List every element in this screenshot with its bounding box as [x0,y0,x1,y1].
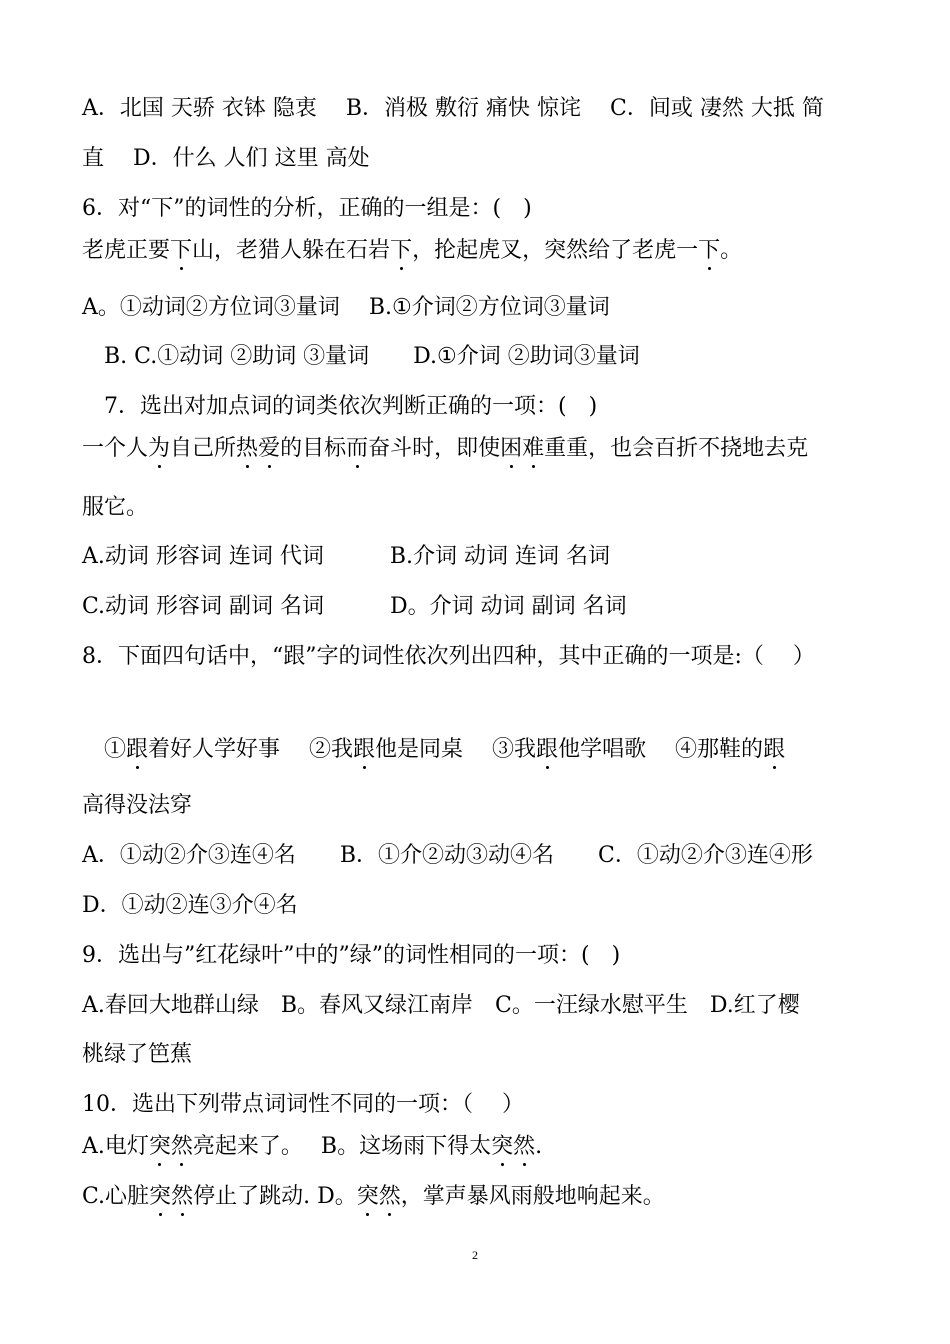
dotted-char: 困 [500,436,523,461]
dotted-char: 突 [149,1184,172,1209]
dotted-char: 突 [356,1184,379,1209]
dotted-char: 突 [491,1134,514,1159]
dotted-char: 跟 [353,737,376,762]
question-7-title: 7．选出对加点词的词类依次判断正确的一项：( ) [82,394,598,419]
q5-options-line2: 直 D．什么 人们 这里 高处 [82,146,370,171]
dotted-char: 然 [513,1134,536,1159]
question-10-options-line2: C.心脏突然停止了跳动. D。突然，掌声暴风雨般地响起来。 [82,1184,665,1209]
question-8-options-line1: A．①动②介③连④名 B．①介②动③动④名 C．①动②介③连④形 [82,843,813,868]
q5-options-line1: A．北国 天骄 衣钵 隐衷 B．消极 敷衍 痛快 惊诧 C．间或 凄然 大抵 简 [82,96,824,121]
question-6-sentence: 老虎正要下山，老猎人躲在石岩下，抡起虎叉，突然给了老虎一下。 [82,238,743,263]
dotted-char: 下 [390,238,413,263]
dotted-char: 难 [522,436,545,461]
dotted-char: 然 [171,1184,194,1209]
question-7-options-line2: C.动词 形容词 副词 名词 D。介词 动词 副词 名词 [82,594,627,619]
dotted-char: 而 [346,436,369,461]
question-10-options-line1: A.电灯突然亮起来了。 B。这场雨下得太突然. [82,1134,543,1159]
dotted-char: 然 [170,1134,193,1159]
dotted-char: 跟 [536,737,559,762]
dotted-char: 下 [170,238,193,263]
question-9-title: 9．选出与”红花绿叶”中的”绿”的词性相同的一项：( ) [82,943,621,968]
question-10-title: 10．选出下列带点词词性不同的一项：（ ） [82,1092,524,1117]
question-8-options-line2: D．①动②连③介④名 [82,893,298,918]
dotted-char: 下 [698,238,721,263]
dotted-char: 跟 [126,737,149,762]
question-9-options-line1: A.春回大地群山绿 B。春风又绿江南岸 C。一汪绿水慰平生 D.红了樱 [82,993,800,1018]
question-7-options-line1: A.动词 形容词 连词 代词 B.介词 动词 连词 名词 [82,544,611,569]
question-6-title: 6．对“下”的词性的分析，正确的一组是：( ) [82,196,532,221]
dotted-char: 然 [378,1184,401,1209]
question-6-options-line1: A。①动词②方位词③量词 B.①介词②方位词③量词 [82,295,610,320]
question-8-sentences-line2: 高得没法穿 [82,793,193,818]
question-9-options-line2: 桃绿了笆蕉 [82,1042,193,1067]
dotted-char: 热 [236,436,259,461]
dotted-char: 突 [148,1134,171,1159]
question-6-options-line2: B. C.①动词 ②助词 ③量词 D.①介词 ②助词③量词 [82,344,640,369]
dotted-char: 跟 [763,737,786,762]
page-number: 2 [472,1248,478,1262]
question-8-title: 8．下面四句话中，“跟”字的词性依次列出四种，其中正确的一项是:（ ） [82,644,815,669]
question-7-sentence-line2: 服它。 [82,495,149,520]
question-8-sentences-line1: ①跟着好人学好事 ②我跟他是同桌 ③我跟他学唱歌 ④那鞋的跟 [82,737,786,762]
question-7-sentence-line1: 一个人为自己所热爱的目标而奋斗时，即使困难重重，也会百折不挠地去克 [82,436,809,461]
dotted-char: 为 [148,436,171,461]
dotted-char: 爱 [258,436,281,461]
